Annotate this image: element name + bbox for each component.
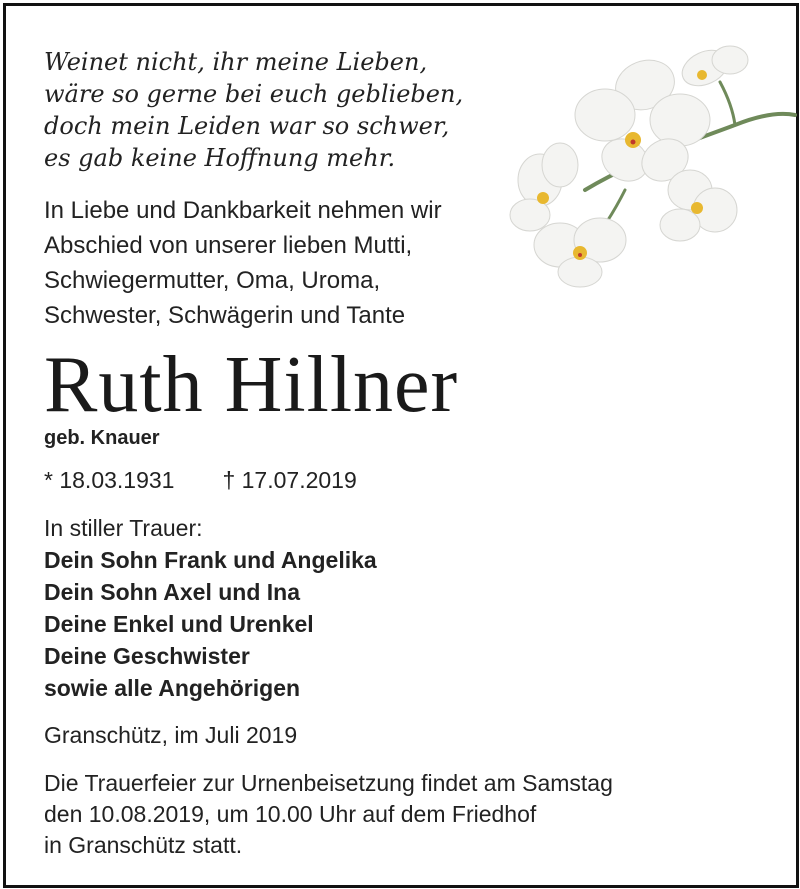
poem-line: Weinet nicht, ihr meine Lieben, — [44, 48, 428, 76]
life-dates — [44, 467, 357, 494]
white-orchid-icon — [505, 40, 800, 290]
mourners-list — [44, 512, 377, 704]
maiden-name: geb. Knauer — [44, 427, 160, 449]
deceased-name: Ruth Hillner — [44, 341, 459, 429]
funeral-line: Die Trauerfeier zur Urnenbeisetzung findet am Samstag — [44, 770, 613, 796]
mourner-entry: Deine Enkel und Urenkel — [44, 611, 314, 637]
funeral-line: in Granschütz statt. — [44, 832, 243, 858]
poem-line: wäre so gerne bei euch geblieben, — [44, 80, 464, 108]
farewell-line: In Liebe und Dankbarkeit nehmen wir — [44, 197, 442, 224]
mourner-entry: Dein Sohn Frank und Angelika — [44, 547, 377, 573]
farewell-line: Abschied von unserer lieben Mutti, — [44, 232, 413, 259]
poem-line: es gab keine Hoffnung mehr. — [44, 144, 396, 172]
mourner-entry: Deine Geschwister — [44, 643, 250, 669]
place-and-date: Granschütz, im Juli 2019 — [44, 722, 298, 748]
birth-date: * 18.03.1931 — [44, 467, 175, 493]
mourner-entry: sowie alle Angehörigen — [44, 675, 301, 701]
mourner-entry: Dein Sohn Axel und Ina — [44, 579, 300, 605]
farewell-line: Schwester, Schwägerin und Tante — [44, 302, 406, 329]
poem — [44, 46, 463, 174]
death-date: † 17.07.2019 — [222, 467, 357, 493]
funeral-notice — [44, 768, 613, 861]
mourners-heading: In stiller Trauer: — [44, 515, 203, 541]
farewell-line: Schwiegermutter, Oma, Uroma, — [44, 267, 381, 294]
farewell-text — [44, 193, 442, 333]
funeral-line: den 10.08.2019, um 10.00 Uhr auf dem Friedhof — [44, 801, 537, 827]
poem-line: doch mein Leiden war so schwer, — [44, 112, 450, 140]
